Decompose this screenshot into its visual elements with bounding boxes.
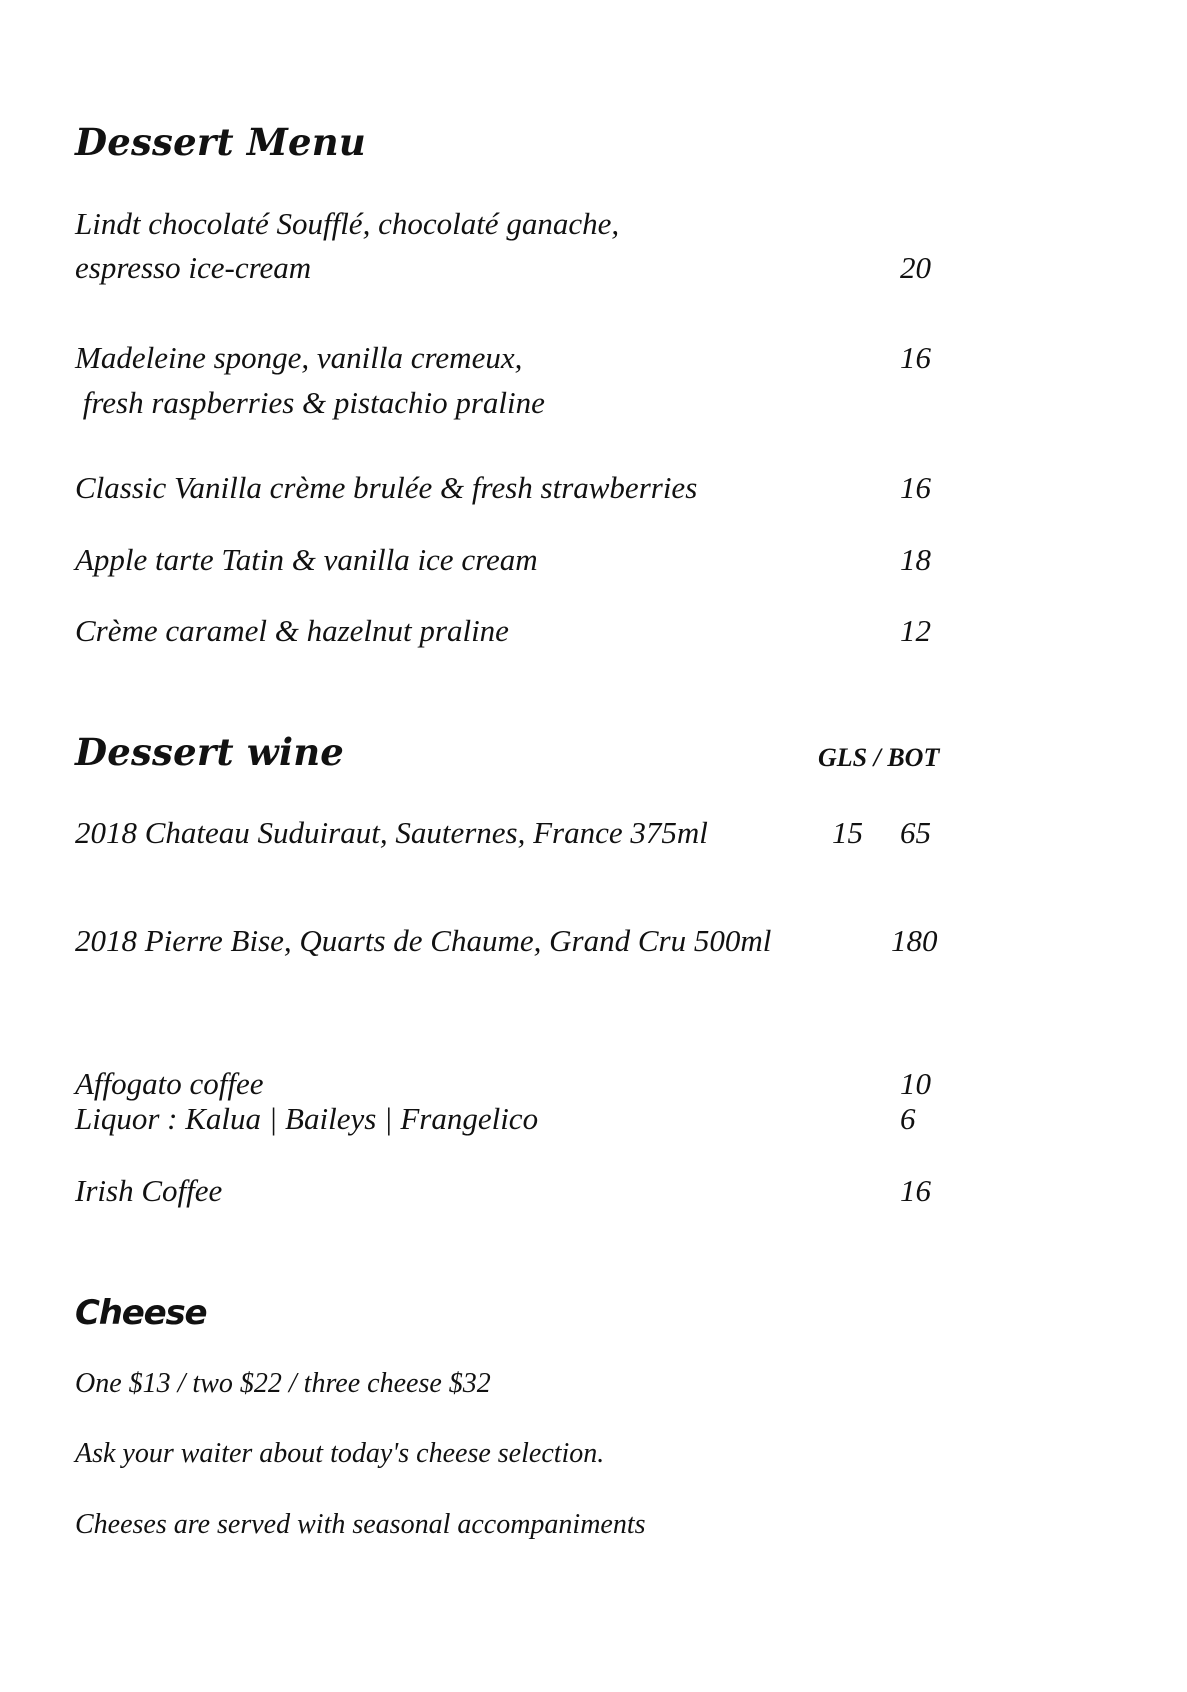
coffee-item-3-price: 16 — [900, 1173, 931, 1208]
dessert-item-4-price: 18 — [900, 542, 931, 577]
cheese-note-selection: Ask your waiter about today's cheese selection. — [75, 1438, 605, 1469]
dessert-item-2-line-1: Madeleine sponge, vanilla cremeux, — [75, 340, 523, 375]
gls-bot-header: GLS / BOT — [818, 743, 940, 772]
wine-item-2-name: 2018 Pierre Bise, Quarts de Chaume, Grand Cru 500ml — [75, 923, 772, 958]
dessert-item-3-price: 16 — [900, 470, 931, 505]
coffee-item-2-name: Liquor : Kalua | Baileys | Frangelico — [75, 1101, 539, 1136]
wine-item-1-name: 2018 Chateau Suduiraut, Sauternes, France 375ml — [75, 815, 708, 850]
dessert-item-2-price: 16 — [900, 340, 931, 375]
wine-item-1-glass-price: 15 — [832, 815, 863, 850]
dessert-item-4-line-1: Apple tarte Tatin & vanilla ice cream — [75, 542, 538, 577]
coffee-item-1-price: 10 — [900, 1066, 931, 1101]
dessert-menu-title: Dessert Menu — [75, 120, 366, 164]
coffee-item-1-name: Affogato coffee — [75, 1066, 264, 1101]
cheese-title: Cheese — [75, 1293, 207, 1333]
dessert-item-1-price: 20 — [900, 250, 931, 285]
dessert-item-2-line-2: fresh raspberries & pistachio praline — [75, 385, 545, 420]
dessert-item-5-line-1: Crème caramel & hazelnut praline — [75, 613, 509, 648]
dessert-wine-title: Dessert wine — [75, 730, 345, 774]
dessert-item-1-line-1: Lindt chocolaté Soufflé, chocolaté ganache, — [75, 206, 620, 241]
coffee-item-2-price: 6 — [900, 1101, 916, 1136]
cheese-note-accompaniments: Cheeses are served with seasonal accompaniments — [75, 1509, 646, 1540]
dessert-item-1-line-2: espresso ice-cream — [75, 250, 312, 285]
coffee-item-3-name: Irish Coffee — [75, 1173, 223, 1208]
wine-item-1-bottle-price: 65 — [900, 815, 931, 850]
wine-item-2-bottle-price: 180 — [891, 923, 938, 958]
dessert-item-5-price: 12 — [900, 613, 931, 648]
cheese-pricing: One $13 / two $22 / three cheese $32 — [75, 1368, 491, 1399]
dessert-item-3-line-1: Classic Vanilla crème brulée & fresh strawberries — [75, 470, 698, 505]
